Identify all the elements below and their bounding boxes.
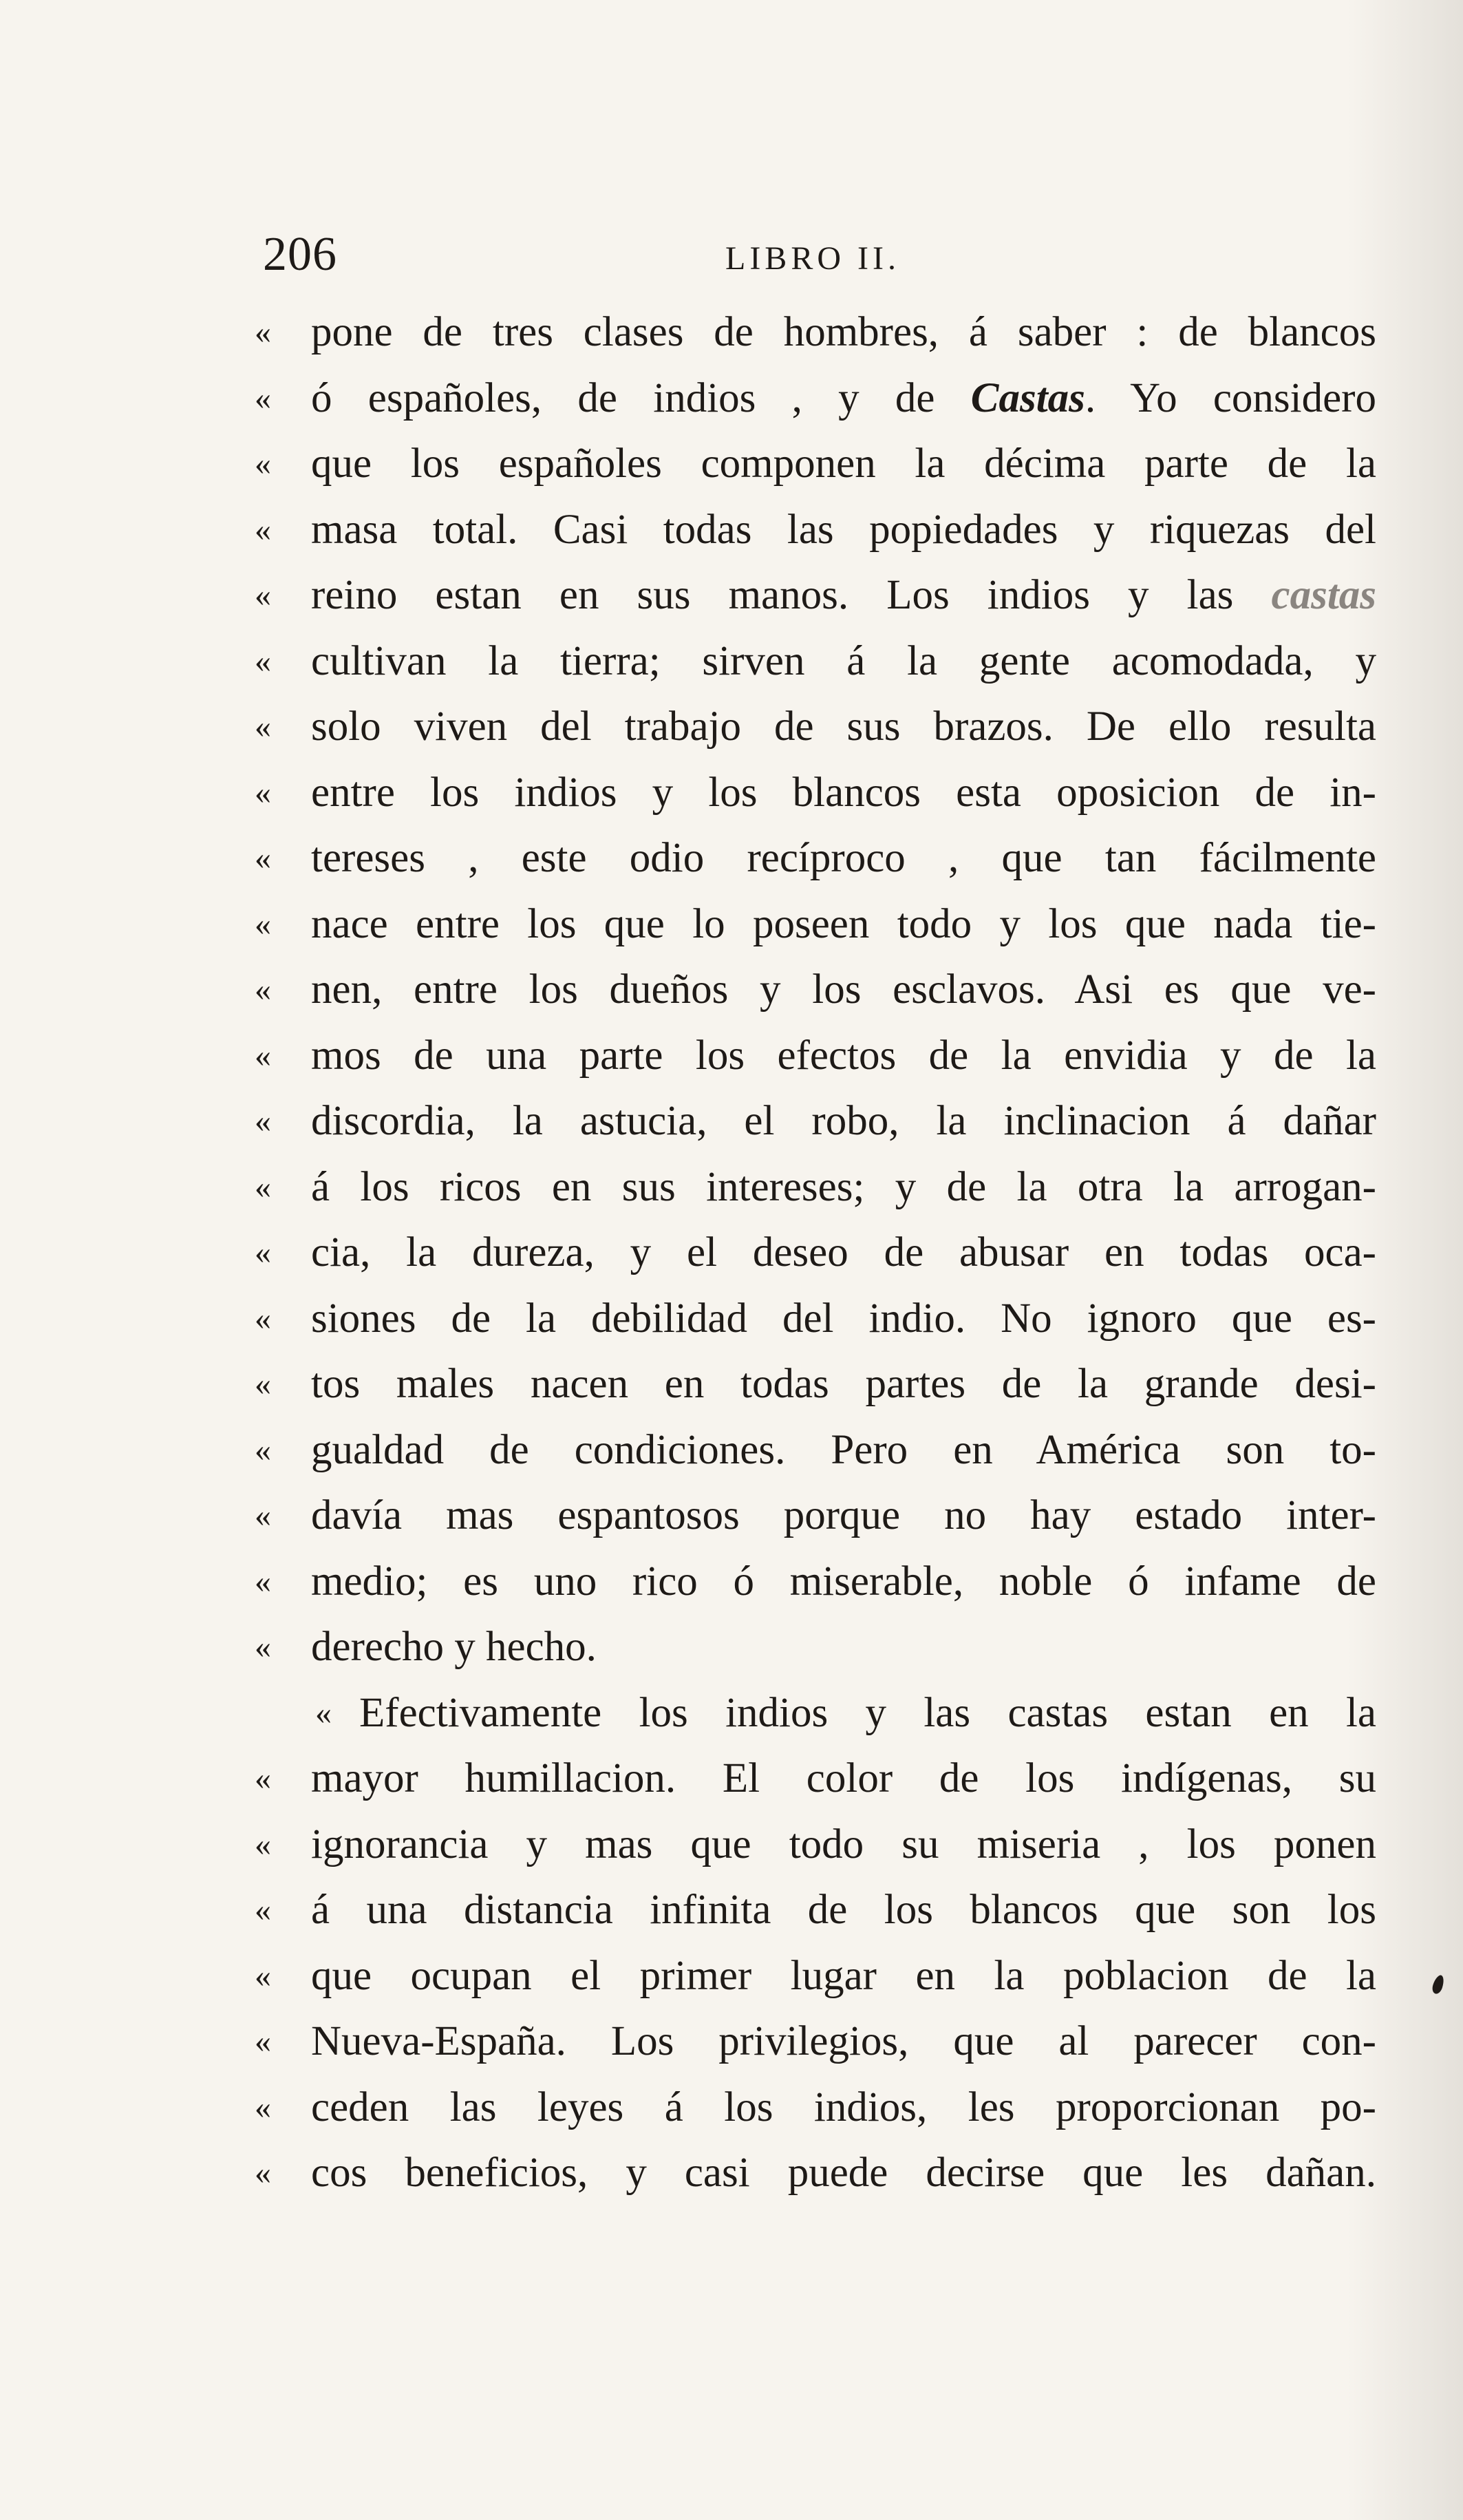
line-text: cos beneficios, y casi puede decirse que les dañan. [311, 2150, 1376, 2196]
quote-mark: « [255, 2023, 271, 2060]
quote-mark: « [255, 2154, 271, 2191]
text-line [255, 1549, 1376, 1615]
page-number: 206 [263, 228, 337, 281]
line-text-part: reino estan en sus manos. Los indios y las [311, 572, 1272, 618]
line-text: nace entre los que lo poseen todo y los que nada tie- [311, 900, 1376, 947]
line-text: nen, entre los dueños y los esclavos. Asi es que ve- [311, 966, 1376, 1013]
line-text [311, 562, 1376, 628]
text-line [255, 628, 1376, 695]
line-text: cia, la dureza, y el deseo de abusar en todas oca- [311, 1229, 1376, 1275]
text-line [255, 497, 1376, 563]
ink-spot-mark [1431, 1974, 1446, 1995]
quote-mark: « [255, 1760, 271, 1797]
text-line [255, 2075, 1376, 2141]
line-text: que ocupan el primer lugar en la poblacion de la [311, 1952, 1376, 1999]
italic-term: Castas [970, 374, 1085, 421]
line-text: mos de una parte los efectos de la envidia y de la [311, 1032, 1376, 1079]
text-line [255, 1023, 1376, 1089]
line-text: pone de tres clases de hombres, á saber : de blancos [311, 309, 1376, 355]
line-text-part: . Yo considero [1085, 374, 1376, 421]
quote-mark: « [255, 1234, 271, 1271]
text-line [255, 1088, 1376, 1154]
line-text: siones de la debilidad del indio. No ignoro que es- [311, 1295, 1376, 1342]
line-text: derecho y hecho. [311, 1624, 597, 1670]
text-line [255, 957, 1376, 1023]
text-line [255, 562, 1376, 628]
quote-mark: « [255, 1957, 271, 1994]
quote-mark: « [255, 314, 271, 350]
line-text: masa total. Casi todas las popiedades y riquezas del [311, 506, 1376, 553]
line-text: mayor humillacion. El color de los indígenas, su [311, 1755, 1376, 1801]
line-text [311, 366, 1376, 432]
text-line [255, 1220, 1376, 1286]
line-text: Nueva-España. Los privilegios, que al parecer con- [311, 2018, 1376, 2064]
line-text: tos males nacen en todas partes de la grande desi- [311, 1361, 1376, 1407]
body-text [255, 299, 1376, 2206]
text-line [255, 1943, 1376, 2009]
quote-mark: « [255, 1037, 271, 1074]
text-line [255, 891, 1376, 957]
quote-mark: « [255, 1892, 271, 1928]
quote-mark: « [255, 971, 271, 1008]
text-line [255, 299, 1376, 366]
quote-mark: « [255, 1629, 271, 1665]
quote-mark: « [255, 445, 271, 482]
line-text: tereses , este odio recíproco , que tan fácilmente [311, 835, 1376, 881]
quote-mark: « [255, 642, 271, 679]
text-line [255, 1286, 1376, 1352]
line-text: cultivan la tierra; sirven á la gente acomodada, y [311, 637, 1376, 684]
quote-mark: « [255, 1103, 271, 1139]
line-text: á una distancia infinita de los blancos que son los [311, 1887, 1376, 1933]
line-text: discordia, la astucia, el robo, la inclinacion á dañar [311, 1098, 1376, 1144]
text-line [255, 1812, 1376, 1878]
quote-mark: « [255, 1300, 271, 1337]
quote-mark: « [255, 774, 271, 811]
line-text-part: ó españoles, de indios , y de [311, 374, 971, 421]
text-line [255, 1154, 1376, 1220]
text-line [255, 2140, 1376, 2206]
text-line [255, 366, 1376, 432]
quote-mark: « [255, 1431, 271, 1468]
quote-mark: « [255, 1825, 271, 1863]
paragraph-start-line [255, 1680, 1376, 1746]
text-line [255, 760, 1376, 826]
quote-mark: « [255, 1497, 271, 1534]
line-text: solo viven del trabajo de sus brazos. De ello resulta [311, 703, 1376, 750]
line-text: ceden las leyes á los indios, les proporcionan po- [311, 2084, 1376, 2130]
quote-mark: « [255, 840, 271, 876]
text-line [255, 2009, 1376, 2075]
quote-mark: « [255, 1366, 271, 1402]
text-line [255, 825, 1376, 891]
line-text: Efectivamente los indios y las castas estan en la [359, 1689, 1376, 1736]
quote-mark: « [255, 379, 271, 416]
line-text: medio; es uno rico ó miserable, noble ó infame de [311, 1558, 1376, 1605]
quote-mark: « [315, 1694, 332, 1731]
quote-mark: « [255, 577, 271, 613]
text-line [255, 1614, 1376, 1680]
text-line [255, 431, 1376, 497]
text-line [255, 1746, 1376, 1812]
quote-mark: « [255, 1168, 271, 1205]
line-text: entre los indios y los blancos esta oposicion de in- [311, 769, 1376, 816]
italic-term: castas [1271, 572, 1376, 618]
line-text: davía mas espantosos porque no hay estado inter- [311, 1492, 1376, 1538]
running-head: LIBRO II. [725, 240, 900, 277]
quote-mark: « [255, 708, 271, 745]
text-line [255, 694, 1376, 760]
line-text: que los españoles componen la décima parte de la [311, 441, 1376, 487]
line-text: á los ricos en sus intereses; y de la otra la arrogan- [311, 1163, 1376, 1210]
quote-mark: « [255, 905, 271, 942]
line-text: ignorancia y mas que todo su miseria , los ponen [311, 1821, 1376, 1867]
page-header [263, 227, 1378, 289]
quote-mark: « [255, 511, 271, 548]
text-line [255, 1351, 1376, 1417]
quote-mark: « [255, 1563, 271, 1600]
line-text: gualdad de condiciones. Pero en América son to- [311, 1426, 1376, 1473]
quote-mark: « [255, 2088, 271, 2126]
text-line [255, 1417, 1376, 1483]
text-line [255, 1877, 1376, 1943]
text-line [255, 1483, 1376, 1549]
